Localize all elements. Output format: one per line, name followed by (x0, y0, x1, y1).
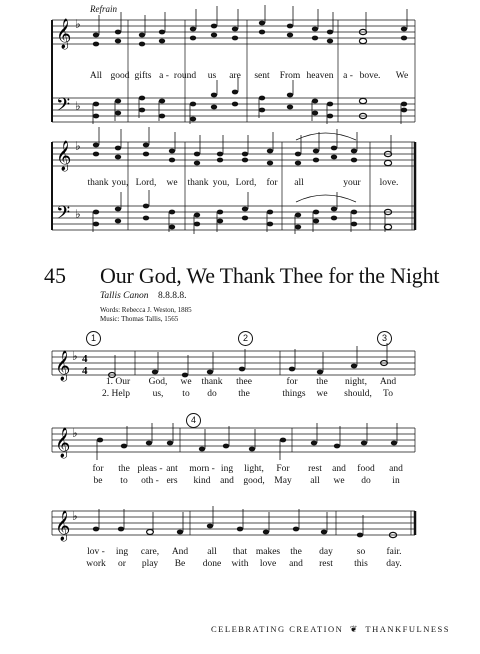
lyric-syllable: do (361, 476, 371, 486)
lyric-syllable: All (89, 71, 103, 81)
lyric-syllable: or (118, 559, 126, 569)
lyric-syllable: ing (115, 547, 129, 557)
lyric-syllable: love. (379, 178, 399, 188)
music-credit: Music: Thomas Tallis, 1565 (100, 315, 179, 323)
canon-marker-4: 4 (186, 413, 201, 428)
lyric-syllable: 1. Our (105, 377, 131, 387)
hymn-staff-2 (0, 422, 480, 462)
svg-text:♭: ♭ (75, 139, 81, 153)
lyric-syllable: lov - (87, 547, 105, 557)
lyric-syllable: we (316, 389, 328, 399)
canon-marker-1: 1 (86, 331, 101, 346)
lyric-syllable: gifts (134, 71, 152, 81)
lyric-syllable: we (180, 377, 192, 387)
svg-text:𝄞: 𝄞 (56, 19, 72, 49)
refrain-system-1 (0, 0, 480, 130)
lyric-syllable: your (343, 178, 361, 188)
lyric-syllable: bove. (359, 71, 381, 81)
lyric-syllable: do (207, 389, 217, 399)
lyric-syllable: To (383, 389, 393, 399)
svg-text:𝄞: 𝄞 (55, 428, 71, 458)
lyric-syllable: the (290, 547, 302, 557)
svg-text:♭: ♭ (72, 349, 78, 363)
lyric-syllable: For (276, 464, 290, 474)
lyric-syllable: light, (244, 464, 264, 474)
tune-line (100, 291, 187, 301)
lyric-syllable: And (171, 547, 189, 557)
lyric-syllable: good (110, 71, 130, 81)
lyric-syllable: love (259, 559, 277, 569)
svg-text:♭: ♭ (72, 426, 78, 440)
lyric-syllable: us (207, 71, 217, 81)
lyric-syllable: we (333, 476, 345, 486)
lyric-syllable: night, (345, 377, 367, 387)
lyric-syllable: and (289, 559, 303, 569)
lyric-syllable: this (354, 559, 368, 569)
svg-text:𝄞: 𝄞 (55, 511, 71, 541)
lyric-syllable: day. (386, 559, 402, 569)
lyric-syllable: you, (212, 178, 230, 188)
credits (100, 306, 192, 324)
lyric-syllable: 2. Help (102, 389, 130, 399)
refrain-label: Refrain (90, 4, 117, 14)
words-credit: Words: Rebecca J. Weston, 1885 (100, 306, 192, 314)
hymn-number: 45 (44, 263, 66, 288)
svg-text:♭: ♭ (75, 207, 81, 221)
fleuron-icon: ❦ (349, 624, 359, 634)
svg-text:𝄢: 𝄢 (56, 95, 71, 120)
hymn-staff-3 (0, 505, 480, 545)
lyric-syllable: day (319, 547, 333, 557)
svg-text:𝄞: 𝄞 (56, 141, 72, 171)
lyric-syllable: rest (319, 559, 333, 569)
tune-name: Tallis Canon (100, 291, 149, 301)
lyric-syllable: ant (166, 464, 178, 474)
svg-text:𝄞: 𝄞 (55, 351, 71, 381)
lyric-syllable: round (173, 71, 197, 81)
lyric-syllable: a - (159, 71, 169, 81)
lyric-syllable: the (316, 377, 328, 387)
lyric-syllable: We (395, 71, 409, 81)
lyric-syllable: fair. (386, 547, 402, 557)
lyric-syllable: rest (308, 464, 322, 474)
lyric-syllable: sent (254, 71, 270, 81)
lyric-syllable: thank (201, 377, 223, 387)
lyric-syllable: work (86, 559, 106, 569)
lyric-syllable: pleas - (137, 464, 163, 474)
lyric-syllable: for (266, 178, 278, 188)
lyric-syllable: thee (236, 377, 252, 387)
tune-meter: 8.8.8.8. (158, 291, 187, 301)
lyric-syllable: God, (148, 377, 168, 387)
lyric-syllable: all (207, 547, 217, 557)
lyric-syllable: care, (140, 547, 160, 557)
lyric-syllable: oth - (141, 476, 159, 486)
lyric-syllable: and (389, 464, 403, 474)
lyric-syllable: Be (174, 559, 186, 569)
lyric-syllable: thank (187, 178, 209, 188)
lyric-syllable: Lord, (235, 178, 257, 188)
svg-text:♭: ♭ (75, 17, 81, 31)
lyric-syllable: be (93, 476, 103, 486)
lyric-syllable: so (356, 547, 366, 557)
page-footer (211, 624, 450, 635)
lyric-syllable: food (357, 464, 375, 474)
footer-subsection: THANKFULNESS (365, 624, 450, 634)
lyric-syllable: good, (243, 476, 265, 486)
svg-text:♭: ♭ (72, 509, 78, 523)
svg-text:♭: ♭ (75, 99, 81, 113)
lyric-syllable: the (118, 464, 130, 474)
lyric-syllable: with (231, 559, 249, 569)
lyric-syllable: play (141, 559, 159, 569)
svg-text:𝄢: 𝄢 (56, 203, 71, 228)
hymn-title: Our God, We Thank Thee for the Night (100, 263, 440, 288)
lyric-syllable: And (379, 377, 397, 387)
lyric-syllable: heaven (306, 71, 334, 81)
lyric-syllable: things (282, 389, 306, 399)
lyric-syllable: May (274, 476, 292, 486)
lyric-syllable: makes (255, 547, 281, 557)
lyric-syllable: a - (343, 71, 353, 81)
footer-section: CELEBRATING CREATION (211, 624, 344, 634)
lyric-syllable: all (310, 476, 320, 486)
canon-marker-2: 2 (238, 331, 253, 346)
time-sig-top: 4 (82, 353, 88, 365)
lyric-syllable: morn - (189, 464, 215, 474)
lyric-syllable: we (166, 178, 178, 188)
lyric-syllable: all (294, 178, 304, 188)
canon-marker-3: 3 (377, 331, 392, 346)
lyric-syllable: kind (193, 476, 211, 486)
lyric-syllable: Lord, (135, 178, 157, 188)
lyric-syllable: From (279, 71, 301, 81)
lyric-syllable: are (229, 71, 241, 81)
lyric-syllable: done (202, 559, 222, 569)
lyric-syllable: ers (166, 476, 178, 486)
lyric-syllable: in (392, 476, 400, 486)
lyric-syllable: for (286, 377, 298, 387)
lyric-syllable: to (182, 389, 190, 399)
lyric-syllable: should, (344, 389, 372, 399)
time-sig-bottom: 4 (82, 365, 88, 377)
lyric-syllable: thank (87, 178, 109, 188)
lyric-syllable: and (332, 464, 346, 474)
lyric-syllable: that (232, 547, 248, 557)
lyric-syllable: you, (111, 178, 129, 188)
lyric-syllable: us, (152, 389, 164, 399)
lyric-syllable: and (220, 476, 234, 486)
lyric-syllable: for (92, 464, 104, 474)
lyric-syllable: the (238, 389, 250, 399)
lyric-syllable: ing (220, 464, 234, 474)
lyric-syllable: to (120, 476, 128, 486)
